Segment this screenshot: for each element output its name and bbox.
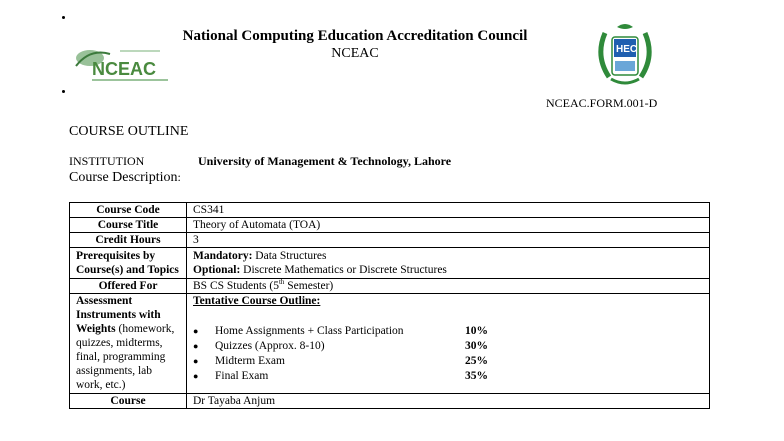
hec-logo-text: HEC (616, 44, 638, 55)
assessment-label-bold: Assessment Instruments with Weights (76, 295, 161, 335)
offered-for-text-end: Semester) (284, 280, 334, 292)
assessment-label (70, 294, 187, 394)
assessment-item (193, 353, 703, 368)
credit-hours-label: Credit Hours (70, 233, 187, 248)
course-code-value: CS341 (187, 203, 710, 218)
assessment-name: Final Exam (215, 369, 269, 382)
bullet-icon: ● (193, 355, 199, 366)
assessment-label-rest: (homework, quizzes, midterms, final, programming assignments, lab work, etc.) (76, 323, 175, 391)
row-course-title (70, 218, 710, 233)
offered-for-sup: th (278, 278, 285, 287)
course-code-label: Course Code (70, 203, 187, 218)
course-outline-heading: COURSE OUTLINE (69, 124, 189, 139)
prereq-optional-value: Discrete Mathematics or Discrete Structures (243, 264, 447, 276)
prereq-mandatory-value: Data Structures (255, 250, 327, 262)
course-title-label: Course Title (70, 218, 187, 233)
instructor-label: Course (70, 394, 187, 409)
credit-hours-value: 3 (187, 233, 710, 248)
assessment-weight: 35% (465, 369, 488, 382)
course-description-colon: : (177, 170, 181, 184)
assessment-value (187, 294, 710, 394)
council-abbrev: NCEAC (331, 46, 379, 61)
row-credit-hours (70, 233, 710, 248)
nceac-logo (70, 44, 172, 86)
assessment-item (193, 368, 703, 383)
assessment-name: Home Assignments + Class Participation (215, 324, 404, 337)
instructor-value: Dr Tayaba Anjum (187, 394, 710, 409)
offered-for-label: Offered For (70, 279, 187, 294)
assessment-list (193, 323, 703, 383)
nceac-logo-text: NCEAC (92, 59, 157, 79)
row-offered-for (70, 279, 710, 294)
stray-dot-top (62, 16, 65, 19)
assessment-weight: 30% (465, 339, 488, 352)
course-info-table (69, 202, 710, 409)
assessment-item (193, 323, 703, 338)
assessment-name: Midterm Exam (215, 354, 285, 367)
stray-dot-bottom (62, 90, 65, 93)
row-course-code (70, 203, 710, 218)
prerequisites-value (187, 248, 710, 279)
prereq-mandatory-label: Mandatory: (193, 250, 253, 262)
course-description-text: Course Description (69, 170, 178, 185)
assessment-weight: 25% (465, 354, 488, 367)
prereq-optional-label: Optional: (193, 264, 241, 276)
course-description-label (69, 170, 181, 186)
institution-label: INSTITUTION (69, 154, 145, 168)
offered-for-value (187, 279, 710, 294)
bullet-icon: ● (193, 340, 199, 351)
prerequisites-label: Prerequisites by Course(s) and Topics (70, 248, 187, 279)
council-title: National Computing Education Accreditation Council (182, 28, 528, 44)
assessment-name: Quizzes (Approx. 8-10) (215, 339, 325, 352)
row-instructor (70, 394, 710, 409)
row-assessment (70, 294, 710, 394)
assessment-item (193, 338, 703, 353)
course-title-value: Theory of Automata (TOA) (187, 218, 710, 233)
bullet-icon: ● (193, 370, 199, 381)
assessment-weight: 10% (465, 324, 488, 337)
hec-emblem-logo (593, 21, 657, 91)
form-code: NCEAC.FORM.001-D (546, 96, 658, 110)
row-prerequisites (70, 248, 710, 279)
assessment-heading: Tentative Course Outline: (193, 295, 321, 307)
offered-for-text: BS CS Students (5 (193, 280, 279, 292)
bullet-icon: ● (193, 325, 199, 336)
institution-value: University of Management & Technology, Lahore (198, 154, 452, 168)
